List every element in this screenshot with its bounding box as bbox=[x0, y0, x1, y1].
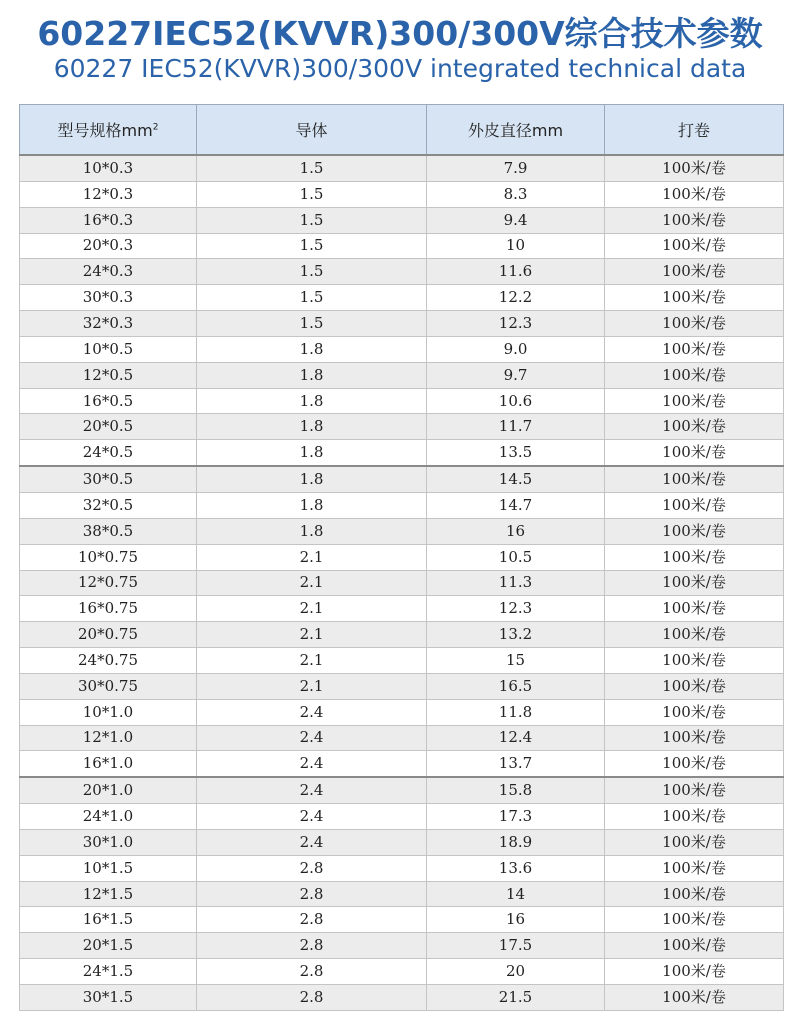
cell-conductor: 1.5 bbox=[197, 311, 427, 337]
cell-outer-diameter: 15.8 bbox=[427, 777, 605, 803]
cell-conductor: 1.8 bbox=[197, 492, 427, 518]
cell-outer-diameter: 11.8 bbox=[427, 699, 605, 725]
cell-model: 10*1.5 bbox=[20, 855, 197, 881]
cell-model: 12*0.75 bbox=[20, 570, 197, 596]
cell-conductor: 2.8 bbox=[197, 985, 427, 1011]
cell-coil: 100米/卷 bbox=[605, 622, 784, 648]
cell-outer-diameter: 14.7 bbox=[427, 492, 605, 518]
cell-conductor: 2.4 bbox=[197, 699, 427, 725]
cell-coil: 100米/卷 bbox=[605, 259, 784, 285]
table-row bbox=[20, 311, 784, 337]
cell-conductor: 2.8 bbox=[197, 881, 427, 907]
table-row bbox=[20, 181, 784, 207]
header-coil: 打卷 bbox=[605, 105, 784, 156]
cell-model: 20*0.5 bbox=[20, 414, 197, 440]
cell-model: 24*0.5 bbox=[20, 440, 197, 466]
table-row bbox=[20, 466, 784, 492]
cell-coil: 100米/卷 bbox=[605, 207, 784, 233]
table-row bbox=[20, 725, 784, 751]
cell-conductor: 1.5 bbox=[197, 285, 427, 311]
table-row bbox=[20, 804, 784, 830]
cell-model: 16*1.5 bbox=[20, 907, 197, 933]
table-row bbox=[20, 155, 784, 181]
table-row bbox=[20, 259, 784, 285]
cell-outer-diameter: 12.2 bbox=[427, 285, 605, 311]
cell-coil: 100米/卷 bbox=[605, 155, 784, 181]
cell-conductor: 1.8 bbox=[197, 440, 427, 466]
cell-outer-diameter: 12.3 bbox=[427, 596, 605, 622]
cell-model: 24*1.5 bbox=[20, 959, 197, 985]
cell-conductor: 1.5 bbox=[197, 207, 427, 233]
table-row bbox=[20, 933, 784, 959]
cell-outer-diameter: 13.2 bbox=[427, 622, 605, 648]
cell-model: 16*0.5 bbox=[20, 388, 197, 414]
cell-coil: 100米/卷 bbox=[605, 233, 784, 259]
cell-outer-diameter: 15 bbox=[427, 648, 605, 674]
cell-model: 30*0.3 bbox=[20, 285, 197, 311]
cell-conductor: 2.1 bbox=[197, 596, 427, 622]
cell-model: 24*0.75 bbox=[20, 648, 197, 674]
cell-model: 10*0.5 bbox=[20, 336, 197, 362]
cell-conductor: 1.5 bbox=[197, 259, 427, 285]
cell-coil: 100米/卷 bbox=[605, 673, 784, 699]
cell-outer-diameter: 10.6 bbox=[427, 388, 605, 414]
cell-conductor: 2.8 bbox=[197, 959, 427, 985]
cell-conductor: 2.8 bbox=[197, 933, 427, 959]
cell-outer-diameter: 12.3 bbox=[427, 311, 605, 337]
cell-coil: 100米/卷 bbox=[605, 725, 784, 751]
table-row bbox=[20, 959, 784, 985]
cell-conductor: 2.4 bbox=[197, 804, 427, 830]
cell-outer-diameter: 18.9 bbox=[427, 829, 605, 855]
cell-conductor: 2.1 bbox=[197, 544, 427, 570]
cell-outer-diameter: 20 bbox=[427, 959, 605, 985]
page-subtitle: 60227 IEC52(KVVR)300/300V integrated technical data bbox=[53, 54, 747, 83]
cell-model: 10*0.3 bbox=[20, 155, 197, 181]
cell-coil: 100米/卷 bbox=[605, 518, 784, 544]
cell-conductor: 1.5 bbox=[197, 233, 427, 259]
cell-conductor: 1.8 bbox=[197, 518, 427, 544]
cell-outer-diameter: 12.4 bbox=[427, 725, 605, 751]
cell-coil: 100米/卷 bbox=[605, 959, 784, 985]
cell-outer-diameter: 11.3 bbox=[427, 570, 605, 596]
cell-coil: 100米/卷 bbox=[605, 855, 784, 881]
cell-conductor: 2.1 bbox=[197, 570, 427, 596]
cell-model: 30*0.75 bbox=[20, 673, 197, 699]
cell-conductor: 1.8 bbox=[197, 362, 427, 388]
cell-model: 20*0.3 bbox=[20, 233, 197, 259]
cell-outer-diameter: 7.9 bbox=[427, 155, 605, 181]
cell-outer-diameter: 14.5 bbox=[427, 466, 605, 492]
header-outer-diameter: 外皮直径mm bbox=[427, 105, 605, 156]
table-body bbox=[20, 155, 784, 1010]
header-conductor: 导体 bbox=[197, 105, 427, 156]
table-row bbox=[20, 518, 784, 544]
cell-model: 24*1.0 bbox=[20, 804, 197, 830]
spec-table bbox=[19, 104, 784, 1011]
cell-coil: 100米/卷 bbox=[605, 699, 784, 725]
table-row bbox=[20, 985, 784, 1011]
cell-outer-diameter: 10.5 bbox=[427, 544, 605, 570]
table-row bbox=[20, 285, 784, 311]
cell-model: 38*0.5 bbox=[20, 518, 197, 544]
table-row bbox=[20, 207, 784, 233]
table-row bbox=[20, 544, 784, 570]
table-row bbox=[20, 570, 784, 596]
table-row bbox=[20, 414, 784, 440]
table-row bbox=[20, 648, 784, 674]
page-title: 60227IEC52(KVVR)300/300V综合技术参数 bbox=[37, 14, 763, 53]
cell-outer-diameter: 13.6 bbox=[427, 855, 605, 881]
cell-coil: 100米/卷 bbox=[605, 440, 784, 466]
cell-conductor: 1.8 bbox=[197, 414, 427, 440]
cell-conductor: 1.8 bbox=[197, 336, 427, 362]
cell-outer-diameter: 9.7 bbox=[427, 362, 605, 388]
cell-conductor: 2.1 bbox=[197, 622, 427, 648]
cell-outer-diameter: 17.5 bbox=[427, 933, 605, 959]
table-row bbox=[20, 492, 784, 518]
cell-conductor: 1.5 bbox=[197, 155, 427, 181]
cell-conductor: 2.8 bbox=[197, 907, 427, 933]
table-row bbox=[20, 881, 784, 907]
cell-conductor: 1.5 bbox=[197, 181, 427, 207]
table-row bbox=[20, 622, 784, 648]
table-row bbox=[20, 336, 784, 362]
cell-model: 12*0.3 bbox=[20, 181, 197, 207]
cell-coil: 100米/卷 bbox=[605, 311, 784, 337]
cell-model: 10*0.75 bbox=[20, 544, 197, 570]
cell-model: 10*1.0 bbox=[20, 699, 197, 725]
cell-conductor: 2.1 bbox=[197, 673, 427, 699]
cell-coil: 100米/卷 bbox=[605, 829, 784, 855]
cell-coil: 100米/卷 bbox=[605, 777, 784, 803]
cell-conductor: 2.4 bbox=[197, 777, 427, 803]
table-row bbox=[20, 777, 784, 803]
table-header-row bbox=[20, 105, 784, 156]
cell-coil: 100米/卷 bbox=[605, 492, 784, 518]
cell-outer-diameter: 9.0 bbox=[427, 336, 605, 362]
table-row bbox=[20, 673, 784, 699]
cell-outer-diameter: 11.7 bbox=[427, 414, 605, 440]
cell-coil: 100米/卷 bbox=[605, 181, 784, 207]
cell-coil: 100米/卷 bbox=[605, 881, 784, 907]
header-model-label: 型号规格mm bbox=[57, 121, 153, 140]
cell-coil: 100米/卷 bbox=[605, 466, 784, 492]
cell-coil: 100米/卷 bbox=[605, 985, 784, 1011]
cell-model: 32*0.5 bbox=[20, 492, 197, 518]
cell-model: 30*1.0 bbox=[20, 829, 197, 855]
cell-coil: 100米/卷 bbox=[605, 596, 784, 622]
cell-model: 30*1.5 bbox=[20, 985, 197, 1011]
cell-model: 20*1.5 bbox=[20, 933, 197, 959]
cell-conductor: 2.8 bbox=[197, 855, 427, 881]
cell-coil: 100米/卷 bbox=[605, 414, 784, 440]
cell-outer-diameter: 8.3 bbox=[427, 181, 605, 207]
cell-outer-diameter: 13.7 bbox=[427, 751, 605, 777]
cell-coil: 100米/卷 bbox=[605, 362, 784, 388]
table-row bbox=[20, 829, 784, 855]
cell-model: 30*0.5 bbox=[20, 466, 197, 492]
header-model bbox=[20, 105, 197, 156]
table-row bbox=[20, 388, 784, 414]
table-row bbox=[20, 233, 784, 259]
cell-conductor: 1.8 bbox=[197, 466, 427, 492]
cell-conductor: 2.1 bbox=[197, 648, 427, 674]
cell-model: 16*0.75 bbox=[20, 596, 197, 622]
cell-outer-diameter: 16.5 bbox=[427, 673, 605, 699]
cell-coil: 100米/卷 bbox=[605, 751, 784, 777]
cell-outer-diameter: 21.5 bbox=[427, 985, 605, 1011]
cell-outer-diameter: 16 bbox=[427, 518, 605, 544]
cell-model: 24*0.3 bbox=[20, 259, 197, 285]
cell-model: 16*0.3 bbox=[20, 207, 197, 233]
cell-conductor: 1.8 bbox=[197, 388, 427, 414]
cell-outer-diameter: 11.6 bbox=[427, 259, 605, 285]
cell-model: 32*0.3 bbox=[20, 311, 197, 337]
cell-coil: 100米/卷 bbox=[605, 648, 784, 674]
table-row bbox=[20, 751, 784, 777]
cell-conductor: 2.4 bbox=[197, 725, 427, 751]
cell-coil: 100米/卷 bbox=[605, 336, 784, 362]
table-row bbox=[20, 855, 784, 881]
cell-model: 12*1.0 bbox=[20, 725, 197, 751]
table-row bbox=[20, 596, 784, 622]
header-model-sup: 2 bbox=[152, 122, 159, 133]
cell-coil: 100米/卷 bbox=[605, 285, 784, 311]
cell-outer-diameter: 14 bbox=[427, 881, 605, 907]
table-row bbox=[20, 362, 784, 388]
cell-outer-diameter: 17.3 bbox=[427, 804, 605, 830]
cell-coil: 100米/卷 bbox=[605, 388, 784, 414]
cell-coil: 100米/卷 bbox=[605, 907, 784, 933]
table-row bbox=[20, 440, 784, 466]
cell-outer-diameter: 16 bbox=[427, 907, 605, 933]
cell-model: 20*1.0 bbox=[20, 777, 197, 803]
cell-outer-diameter: 10 bbox=[427, 233, 605, 259]
table-row bbox=[20, 699, 784, 725]
cell-conductor: 2.4 bbox=[197, 829, 427, 855]
cell-conductor: 2.4 bbox=[197, 751, 427, 777]
cell-model: 16*1.0 bbox=[20, 751, 197, 777]
cell-coil: 100米/卷 bbox=[605, 804, 784, 830]
cell-model: 12*0.5 bbox=[20, 362, 197, 388]
cell-model: 12*1.5 bbox=[20, 881, 197, 907]
cell-outer-diameter: 9.4 bbox=[427, 207, 605, 233]
table-row bbox=[20, 907, 784, 933]
cell-outer-diameter: 13.5 bbox=[427, 440, 605, 466]
cell-model: 20*0.75 bbox=[20, 622, 197, 648]
cell-coil: 100米/卷 bbox=[605, 544, 784, 570]
cell-coil: 100米/卷 bbox=[605, 570, 784, 596]
cell-coil: 100米/卷 bbox=[605, 933, 784, 959]
